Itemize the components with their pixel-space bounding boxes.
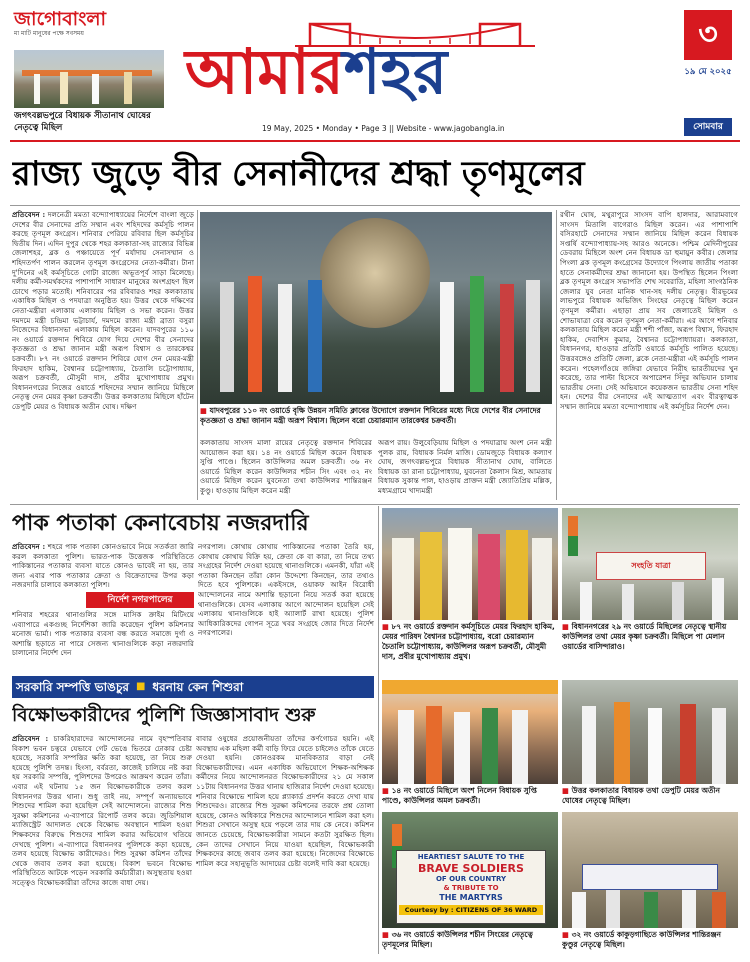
protest-col1 (12, 734, 192, 952)
ward14-photo (382, 680, 558, 784)
flag-col1b: শনিবার শহরের থানাগুলির সঙ্গে মাসিক ক্রাইম মিটিংয়ে এব্যাপারে একগুচ্ছ নির্দেশিকা জারি করেছেন পুলিশ কমিশনার মনোজ ভার্মা। পাক পতাকার ব্যবসা বন্ধ করতে সমাজে দুর্গা ও অশান্তি ছড়াতে না পারে সেজন্য থানাগুলিকে কড়া নজরদারি চালানোর নির্দেশ দেন (12, 610, 194, 658)
section-rule-1 (10, 504, 740, 505)
lead-col1-text: দলনেত্রী মমতা বন্দ্যোপাধ্যায়ের নির্দেশে বাংলা জুড়ে দেশের বীর সেনাদের প্রতি সম্মান এবং শহিদদের কর্মসূচি পালন করছে তৃণমূল কংগ্রেস। শনিবার পেরিয়ে রবিবার ছিল কর্মসূচির দ্বিতীয় দিন। এদিন দুপুর থেকে শহর কলকাতা-সহ রাজ্যের বিভিন্ন জেলাশহর, ব্লক ও পঞ্চায়েতে পূর্ণ মর্যাদায় সেনাসম্মান ও শহিদতর্পণ পালন করলেন তৃণমূল কংগ্রেসের নেতা-কর্মীরা। টানা দু'দিনের এই কর্মসূচিতে গোটা রাজ্যে অভূতপূর্ব সাড়া মিলেছে। দলীয় কর্মী-সমর্থকদের পাশাপাশি সাধারণ মানুষের অংশগ্রহণ ছিল চোখে পড়ার মতোই। শনিবারের পর রবিবারও শহর কলকাতায় একাধিক মিছিল ও পদযাত্রা অনুষ্ঠিত হয়। উত্তর থেকে দক্ষিণের নেতা-মন্ত্রীরা এলাকায় এলাকায় মিছিল ও সভা করেন। উত্তর দমদমে মন্ত্রী চন্দ্রিমা ভট্টাচার্য, দমদমে রাজ্য মন্ত্রী ব্রাত্য বসুরা নিজেদের বিধানসভা এলাকায় মিছিল করেন। যাদবপুরের ১১০ নং ওয়ার্ডে রক্তদান শিবিরে যোগ দিয়ে দেশের বীর সেনাদের কৃতজ্ঞতা ও শ্রদ্ধা জানান মন্ত্রী অরূপ বিশ্বাস ও তারকেশ্বর চক্রবর্তী। ৮৭ নং ওয়ার্ডে রক্তদান শিবিরে যোগ দেন মেয়র-মন্ত্রী ফিরহাদ হাকিম, বৈশ্বানর চট্টোপাধ্যায়, চৈতালি চট্টোপাধ্যায়, অরূপ চক্রবর্তী, মৌসুমী দাস, প্রবীর মুখোপাধ্যায় প্রমুখ। বিধাননগরের নিজের ওয়ার্ডে শহিদদের সম্মান জানিয়ে মিছিলে নেতৃত্ব দেন মেয়র কৃষ্ণা চক্রবর্তী। উত্তর কলকাতায় মিছিলে হাঁটেন ডেপুটি মেয়র ও বিধায়ক অতীন ঘোষ। দক্ষিণ (12, 210, 194, 411)
bidhannagar-photo (562, 508, 738, 620)
top-left-caption: জগৎবল্লভপুরে বিধায়ক সীতানাথ ঘোষের নেতৃত্বে মিছিল (14, 111, 151, 133)
top-left-photo (14, 50, 164, 108)
masthead-title (185, 34, 585, 114)
protest-byline: প্রতিবেদন : (12, 734, 49, 743)
protest-kicker (12, 676, 374, 698)
ward36-photo (382, 812, 558, 928)
lead-col3: রথীন ঘোষ, মথুরাপুরে সাংসদ বাপি হালদার, আরামবাগে সাংসদ মিতালি বাগেরাও মিছিল করেন। এর পাশাপাশি বসিরহাটে সেনাদের সম্মান জানিয়ে মিছিল করেন বিধায়ক সপ্তর্ষি বন্দ্যোপাধ্যায়-সহ আরও অনেকে। পশ্চিম মেদিনীপুরের ডেবরায় মিছিলে অংশ নেন বিধায়ক ডা হুমায়ুন কবীর। জেলার পিংলা ব্লক তৃণমূল কংগ্রেসের উদ্যোগে পিংলায় জাতীয় পতাকা হাতে সেনাকর্মীদের শ্রদ্ধা জানানো হয়। উপস্থিত ছিলেন পিংলা ব্লক তৃণমূল কংগ্রেস সভাপতি শেখ সবেরাতি, মহিলা সাংগঠনিক জেলার যুব নেতা মানিক খান-সহ দলীয় নেতৃত্ব। বীরভূমের লাভপুরে বিধায়ক অভিজিৎ সিংহের নেতৃত্বে মিছিল করেন তৃণমূল কর্মীরা। এছাড়া প্রায় সব জেলাতেই মিছিল ও শোভাযাত্রা বের করেন তৃণমূল নেতা-কর্মীরা। এর আগে শনিবার কলকাতায় মিছিল করেন মন্ত্রী শশী পাঁজা, অরূপ বিশ্বাস, ফিরহাদ হাকিম, দেবাশিস কুমার, বৈশ্বানর চট্টোপাধ্যায়রা। কলকাতা, বিধাননগর, হাওড়ার প্রতিটি ওয়ার্ডে কর্মসূচি পালিত হয়েছে। উত্তরবঙ্গেও প্রতিটি জেলা, ব্লকে নেতা-মন্ত্রীরা এই কর্মসূচি পালন করেন। পহেলগাঁওয়ে জঙ্গিরা যেভাবে নিরীহ ভারতীয়দের খুন করেছে, তার পাল্টা হিসেবে অপারেশন সিঁদুর অভিযান চালায় ভারতীয় সেনা। সেই অভিযানে কয়েকজন ভারতীয় সেনা শহিদ হন। দেশের বীর সেনাদের এই আত্মত্যাগ এবং বীরত্বাত্মক সম্মান জানিয়ে মমতা বন্দ্যোপাধ্যায় এই কর্মসূচির নির্দেশ দেন। (560, 210, 738, 411)
ward14-caption-text: ১৪ নং ওয়ার্ডে মিছিলে অংশ নিলেন বিধায়ক সুপ্তি পাণ্ডে, কাউন্সিলর অমল চক্রবর্তী। (382, 786, 537, 805)
north-kolkata-caption (562, 786, 738, 808)
ward32-photo (562, 812, 738, 928)
caption-bullet-icon: ■ (382, 930, 389, 939)
ward87-caption (382, 622, 558, 674)
flag-kicker: নির্দেশ নগরপালের (86, 592, 194, 608)
kicker-separator-icon: ■ (133, 676, 148, 698)
salute-courtesy: Courtesy by : CITIZENS OF 36 WARD (399, 905, 543, 915)
protest-headline: বিক্ষোভকারীদের পুলিশি জিজ্ঞাসাবাদ শুরু (12, 705, 316, 726)
date-bn: ১৯ মে ২০২৫ (684, 67, 732, 77)
salute-line1: HEARTIEST SALUTE TO THE (417, 853, 525, 861)
protest-kicker-left: সরকারি সম্পত্তি ভাঙচুর (12, 676, 133, 698)
salute-line5: THE MARTYRS (439, 893, 503, 902)
lead-headline: রাজ্য জুড়ে বীর সেনানীদের শ্রদ্ধা তৃণমূলের (12, 154, 585, 194)
protest-col1-text: চাকরিহারাদের আন্দোলনের নামে বৃহস্পতিবার বিকাশ ভবন চত্বরে যেভাবে গেট ভেঙে ভিতরে ঢোকার চেষ্টা হয়েছে, সরকারি সম্পত্তির ক্ষতি করা হয়েছে, তা নিয়ে শুরু হয়েছে পুলিশি তদন্ত। হিংসা, বর্বরতা, কাজেই চালিয়ে নষ্ট করা হয় সরকারি সম্পত্তি, পুলিশদের উপরেও আক্রমণ করেন তাঁরা। এবার এই ঘটনায় ১৫ জন বিক্ষোভকারীকে তলব করল বিধাননগর উত্তর থানা। শুধু তাই নয়, সম্পূর্ণ অন্যায়ভাবে শিশুদের শামিল করা হয়েছিল সেই আন্দোলনে। রাজ্যের শিশু সুরক্ষা কমিশনের এ-ব্যাপারে রিপোর্ট তলব করে। জুডিশিয়াল ম্যাজিস্ট্রেট আদালত থেকে বিক্ষোভ অবস্থানে শামিল হওয়া শিক্ষকদের বিরুদ্ধে শিশুদের শামিল করার অভিযোগ খতিয়ে দেখছে পুলিশ। এ-ব্যাপারে বিধাননগর পুলিশকে কড়া হয়েছে, তলব হয়েছে বিক্ষোভ কারীদেরও। শিশু সুরক্ষা কমিশন তাঁদের থেকে জবাব তলব করা হয়েছে। বিকাশ ভবনে বিক্ষোভ পরিস্থিতিতে আটকে পড়েন সরকারি কর্মচারীরা। অসুস্থতায় হওয়া সত্ত্বেও বিক্ষোভকারীরা তাঁদের কাজে বাধা দেয়। (12, 734, 192, 887)
salute-banner (396, 850, 546, 924)
salute-line3: OF OUR COUNTRY (435, 875, 507, 883)
lead-photo-caption (200, 406, 552, 436)
page-number: ৩ (698, 16, 718, 52)
caption-bullet-icon: ■ (382, 786, 389, 795)
page-number-box (684, 10, 732, 60)
caption-bullet-icon: ■ (382, 622, 389, 631)
logo-text: জাগোবাংলা (14, 8, 107, 30)
ward32-caption (562, 930, 738, 954)
lead-caption-text: যাদবপুরের ১১০ নং ওয়ার্ডে বৃক্ষি উন্নয়ন সমিতি ক্লাবের উদ্যোগে রক্তদান শিবিরের মধ্যে দিয়ে দেশের বীর সেনাদের কৃতজ্ঞতা ও শ্রদ্ধা জানান মন্ত্রী অরূপ বিশ্বাস। ছিলেন বরো চেয়ারম্যান তারকেশ্বর চক্রবর্তী। (200, 406, 541, 425)
protest-kicker-right: ধরনায় কেন শিশুরা (148, 676, 374, 698)
ward87-caption-text: ৮৭ নং ওয়ার্ডে রক্তদান কর্মসূচিতে মেয়র ফিরহাদ হাকিম, মেয়র পারিষদ বৈশ্বানর চট্টোপাধ্যায়, বরো চেয়ারম্যান চৈতালি চট্টোপাধ্যায়, কাউন্সিলর অরূপ চক্রবর্তী, মৌসুমী দাস, প্রবীর মুখোপাধ্যায় প্রমুখ। (382, 622, 555, 661)
lead-byline: প্রতিবেদন : (12, 210, 46, 219)
caption-bullet-icon: ■ (200, 406, 207, 415)
north-kolkata-photo (562, 680, 738, 784)
weekday-bn: সোমবার (684, 118, 732, 136)
north-kolkata-caption-text: উত্তর কলকাতার বিধায়ক তথা ডেপুটি মেয়র অতীন ঘোষের নেতৃত্বে মিছিল। (562, 786, 720, 805)
ward87-photo (382, 508, 558, 620)
title-part-amar: আমার (185, 35, 344, 108)
masthead-rule (10, 140, 740, 142)
flag-headline: পাক পতাকা কেনাবেচায় নজরদারি (12, 511, 309, 536)
dateline: 19 May, 2025 • Monday • Page 3 || Website - www.jagobangla.in (262, 124, 505, 133)
salute-line4: & TRIBUTE TO (443, 884, 499, 892)
flag-col1-text: শহরে পাক পতাকা কোনওভাবে নিয়ে সতর্কতা জারি করল কলকাতা পুলিশ। ভারত-পাক উত্তেজক পরিস্থিতিতে পাকিস্তানের পতাকার ব্যবসা যাতে কোনও ভাবেই না হয়, তার জন্য এবার পাক পতাকার ক্রেতা ও বিক্রেতাদের উপর কড়া নজরদারি চালাবে কলকাতা পুলিশ। (12, 542, 194, 590)
caption-bullet-icon: ■ (562, 622, 569, 631)
sangati-banner (596, 552, 706, 580)
jagobangla-logo (14, 8, 164, 48)
bidhannagar-caption-text: বিধাননগরের ২৯ নং ওয়ার্ডে মিছিলের নেতৃত্বে স্থানীয় কাউন্সিলর তথা মেয়র কৃষ্ণা চক্রবর্তী। মিছিলে পা মেলান ওয়ার্ডের বাসিন্দারাও। (562, 622, 727, 651)
masthead (0, 0, 750, 140)
lead-col2b: অরূপ রায়। উলুবেড়িয়ায় মিছিল ও পদযাত্রায় অংশ নেন মন্ত্রী পুলক রায়, বিধায়ক নির্মল মাজি। ডোমজুড়ে বিধায়ক কল্যাণ ঘোষ, জগৎবল্লভপুরে বিধায়ক সীতানাথ ঘোষ, বালিতে বিধায়ক ডা রানা চট্টোপাধ্যায়, যুবনেতা কৈলাস মিশ্র, আমতায় বিধায়ক সুকান্ত পাল, হাওড়ায় প্রাক্তন মন্ত্রী জ্যোতিপ্রিয় মল্লিক, মধ্যমগ্রামে খাদ্যমন্ত্রী (378, 438, 552, 495)
logo-tagline: মা মাটি মানুষের পক্ষে সবসময় (14, 30, 84, 37)
lead-col2a: কলকাতায় সাংসদ মালা রায়ের নেতৃত্বে রক্তদান শিবিরের আয়োজন করা হয়। ১৪ নং ওয়ার্ডে মিছিল করেন বিধায়ক সুপ্তি পাণ্ডে। ছিলেন কাউন্সিলর অমল চক্রবর্তী। ৩৬ নং ওয়ার্ডে মিছিল করেন কাউন্সিলর শচীন সিং এবং ৩২ নং ওয়ার্ডে মিছিল করেন যুবনেতা তথা কাউন্সিলর শান্তিরঞ্জন কুণ্ডু। হাওড়ায় মিছিল করেন মন্ত্রী (200, 438, 372, 495)
ward36-caption-text: ৩৬ নং ওয়ার্ডে কাউন্সিলর শচীন সিংয়ের নেতৃত্বে তৃণমূলের মিছিল। (382, 930, 533, 949)
flag-byline: প্রতিবেদন : (12, 542, 46, 551)
ward14-caption (382, 786, 558, 808)
title-part-shohor: শহর (343, 35, 448, 108)
sangati-text: সংহতি যাত্রা (631, 560, 671, 570)
bidhannagar-caption (562, 622, 738, 674)
headline-rule (10, 205, 740, 206)
salute-line2: BRAVE SOLDIERS (418, 862, 524, 875)
caption-bullet-icon: ■ (562, 930, 569, 939)
ward32-caption-text: ৩২ নং ওয়ার্ডে কাকুড়গাছিতে কাউন্সিলর শান্তিরঞ্জন কুণ্ডুর নেতৃত্বে মিছিল। (562, 930, 721, 949)
lead-col1 (12, 210, 194, 500)
caption-bullet-icon: ■ (562, 786, 569, 795)
protest-col2: বাবার ওষুধের প্রয়োজনীয়তা তাঁদের কর্ণগোচর হয়নি। এই অবস্থায় এক মহিলা কর্মী বাড়ি ফিরে যেতে চাইলেও তাঁকে যেতে দেওয়া হয়নি। কোনওরকম মানবিকতার বাড়া নেই বিক্ষোভকারীদের। এমন একাধিক অভিযোগে শিক্ষক-অশিক্ষক কর্মীদের নিয়ে আন্দোলনরত বিক্ষোভকারীদের ২১ মে সকাল ১১টায় বিধাননগর উত্তর থানায় হাজিরার নির্দেশ দেওয়া হয়েছে। শনিবার বিক্ষোভে শামিল হয়ে প্ল্যাকার্ড প্রদর্শন করতে দেখা যায় শিশুদেরও। রাজ্যের শিশু সুরক্ষা কমিশনের তরফে প্রশ্ন তোলা হয়েছে, কোনও অধিকারে শিশুদের আন্দোলনে শামিল করা হল। শিশুরা সেখানে অসুস্থ হয়ে পড়লে তার দায় কে নেবে। কমিশন জানতে চেয়েছে, বিক্ষোভকারীরা সামনে কতটা সুরক্ষিত ছিল। কেন তাদের সেখানে নিয়ে যাওয়া হয়েছিল, বিক্ষোভকারী শিক্ষকদের কাছে জবাব তলব করা হয়েছে। নিজেদের বিক্ষোভে শামিল করে সহানুভূতি আদায়ের চেষ্টা বলেই দাবি করা হয়েছে। (196, 734, 374, 868)
ward36-caption (382, 930, 558, 954)
flag-col1 (12, 542, 194, 590)
flag-col2: নগরপাল। কোথায় কোথায় পাকিস্তানের পতাকা তৈরি হয়, কোথায় কোথায় বিক্রি হয়, ক্রেতা কে বা কারা, তা নিয়ে তথ্য সংগ্রহের নির্দেশ দেওয়া হয়েছে থানাগুলিকে। এমনকী, যাঁরা এই পতাকা কিনছেন তাঁরা কোন উদ্দেশ্যে কিনছেন, তার তথ্যও দিতে হবে পুলিশকে। একইসঙ্গে, ওয়াকফ আইন বিরোধী আন্দোলনের নামে অশান্তি ছড়ানো নিয়ে সতর্ক করা হয়েছে থানাগুলিকে। যেসব এলাকায় আগে আন্দোলন হয়েছিল সেই এলাকায় থানাগুলিকে হাই অ্যালার্ট রাখা হয়েছে। পুলিশ আধিকারিকদের গোপন সূত্রে খবর সংগ্রহে জোর দিতে নির্দেশ নগরপালের। (198, 542, 374, 638)
lead-photo (200, 212, 552, 404)
